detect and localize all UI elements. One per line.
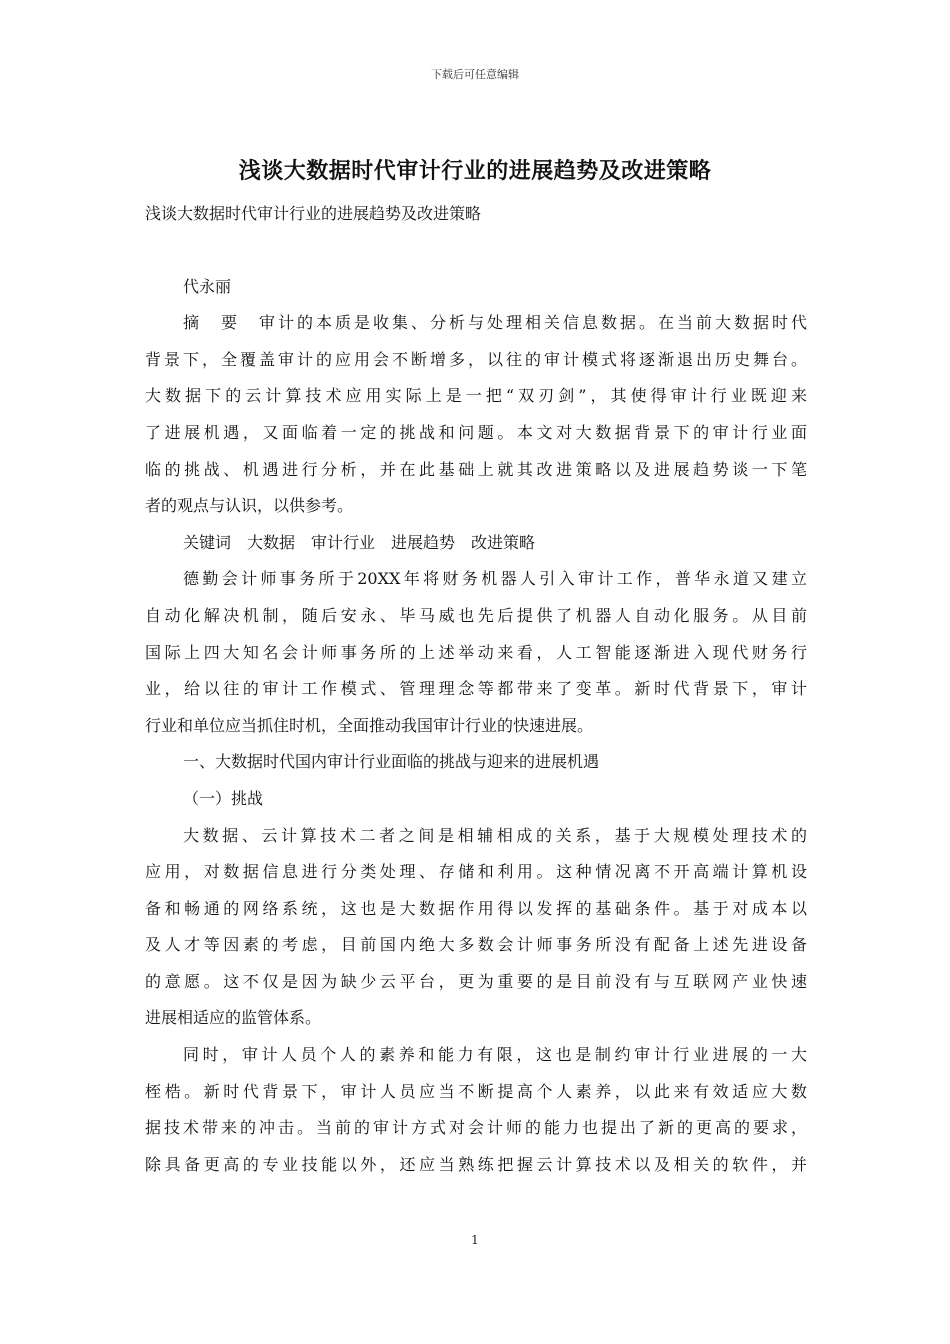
paragraph-line: 除具备更高的专业技能以外，还应当熟练把握云计算技术以及相关的软件，并	[145, 1154, 807, 1174]
subtitle: 浅谈大数据时代审计行业的进展趋势及改进策略	[145, 204, 482, 223]
paragraph-line: 大数据、云计算技术二者之间是相辅相成的关系，基于大规模处理技术的	[183, 825, 807, 845]
page-number: 1	[471, 1233, 479, 1247]
paragraph-line: 据技术带来的冲击。当前的审计方式对会计师的能力也提出了新的更高的要求，	[145, 1118, 807, 1138]
keywords: 关键词 大数据 审计行业 进展趋势 改进策略	[183, 532, 536, 552]
intro-line: 德勤会计师事务所于20XX年将财务机器人引入审计工作，普华永道又建立	[183, 569, 807, 589]
paragraph-line: 备和畅通的网络系统，这也是大数据作用得以发挥的基础条件。基于对成本以	[145, 898, 807, 918]
document-body	[145, 196, 807, 1183]
intro-paragraph	[145, 561, 807, 744]
paragraph-line: 同时，审计人员个人的素养和能力有限，这也是制约审计行业进展的一大	[183, 1045, 807, 1065]
intro-line: 自动化解决机制，随后安永、毕马威也先后提供了机器人自动化服务。从目前	[145, 605, 807, 625]
paragraph-line: 应用，对数据信息进行分类处理、存储和利用。这种情况离不开高端计算机设	[145, 862, 807, 882]
abstract-line: 者的观点与认识，以供参考。	[145, 496, 354, 516]
intro-line: 行业和单位应当抓住时机，全面推动我国审计行业的快速进展。	[145, 715, 594, 735]
abstract-line: 大数据下的云计算技术应用实际上是一把“双刃剑”，其使得审计行业既迎来	[145, 386, 807, 406]
paragraph-line: 及人才等因素的考虑，目前国内绝大多数会计师事务所没有配备上述先进设备	[145, 935, 807, 955]
blank-line	[145, 233, 807, 269]
paragraph-line: 桎梏。新时代背景下，审计人员应当不断提高个人素养，以此来有效适应大数	[145, 1081, 807, 1101]
intro-line: 业，给以往的审计工作模式、管理理念等都带来了变革。新时代背景下，审计	[145, 679, 807, 699]
abstract-paragraph	[145, 305, 807, 525]
challenge-paragraph-2	[145, 1037, 807, 1183]
subsection-heading: （一）挑战	[183, 788, 264, 808]
abstract-line: 了进展机遇，又面临着一定的挑战和问题。本文对大数据背景下的审计行业面	[145, 422, 807, 442]
abstract-line: 临的挑战、机遇进行分析，并在此基础上就其改进策略以及进展趋势谈一下笔	[145, 459, 807, 479]
challenge-paragraph-1	[145, 818, 807, 1038]
page-header: 下载后可任意编辑	[431, 68, 519, 81]
abstract-line: 背景下，全覆盖审计的应用会不断增多，以往的审计模式将逐渐退出历史舞台。	[145, 349, 807, 369]
paragraph-line: 进展相适应的监管体系。	[145, 1008, 322, 1028]
section-heading: 一、大数据时代国内审计行业面临的挑战与迎来的进展机遇	[183, 752, 600, 772]
paragraph-line: 的意愿。这不仅是因为缺少云平台，更为重要的是目前没有与互联网产业快速	[145, 971, 807, 991]
abstract-line: 摘 要 审计的本质是收集、分析与处理相关信息数据。在当前大数据时代	[183, 313, 807, 333]
intro-line: 国际上四大知名会计师事务所的上述举动来看，人工智能逐渐进入现代财务行	[145, 642, 807, 662]
document-title: 浅谈大数据时代审计行业的进展趋势及改进策略	[238, 158, 712, 184]
author: 代永丽	[183, 276, 232, 296]
